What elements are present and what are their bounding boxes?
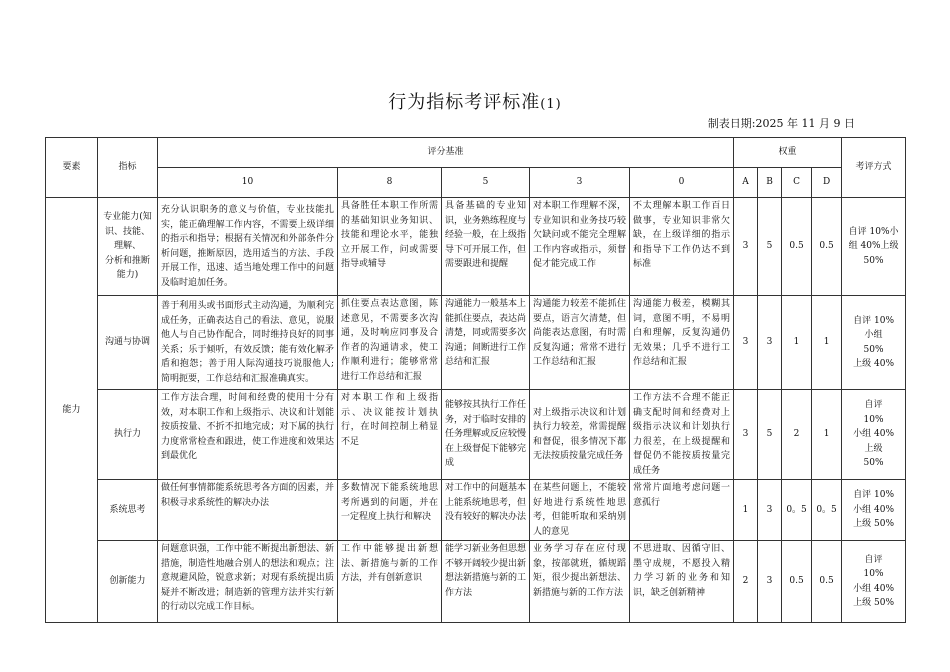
score-5-cell: 能够按其执行工作任务，对于临时安排的任务理解或反应较慢在上级督促下能够完成 (442, 390, 530, 480)
weight-d-cell: 1 (812, 390, 842, 480)
weight-a-cell: 3 (734, 296, 758, 390)
header-method: 考评方式 (842, 138, 906, 198)
score-10-cell: 问题意识强，工作中能不断提出新想法、新措施，制造性地融合别人的想法和观点；注意规避风险，锐意求新；对现有系统提出质疑并不断改进；制造新的管理方法并实行新的行动以完成工作目标。 (158, 541, 338, 623)
score-3-cell: 对上级指示决议和计划执行力较差，常需提醒和督促，很多情况下都无法按质按量完成任务 (530, 390, 630, 480)
table-row (46, 390, 906, 480)
indicator-cell: 专业能力(知识、技能、理解、 分析和推断能力) (98, 198, 158, 296)
header-weight-c: C (782, 168, 812, 198)
score-10-cell: 善于利用头或书面形式主动沟通，为顺利完成任务，正确表达自己的看法、意见，说服他人与自己协作配合，同时维持良好的同事关系；乐于倾听，有效反馈；能有效化解矛盾和抱怨；善于用人际沟通技巧说服他人;简明扼要，工作总结和汇报准确真实。 (158, 296, 338, 390)
score-3-cell: 对本职工作理解不深，专业知识和业务技巧较欠缺问或不能完全理解工作内容或指示，须督促才能完成工作 (530, 198, 630, 296)
score-10-cell: 工作方法合理，时间和经费的使用十分有效，对本职工作和上级指示、决议和计划能按质按量、不折不扣地完成；对下属的执行力度常常检查和跟进，使工作进度和效果达到最优化 (158, 390, 338, 480)
header-indicator: 指标 (98, 138, 158, 198)
score-8-cell: 对本职工作和上级指示、决议能按计划执行，在时间控制上稍显不足 (338, 390, 442, 480)
indicator-cell: 创新能力 (98, 541, 158, 623)
weight-a-cell: 2 (734, 541, 758, 623)
score-5-cell: 对工作中的问题基本上能系统地思考，但没有较好的解决办法 (442, 480, 530, 541)
method-cell: 自评 10% 小组 40% 上级 50% (842, 480, 906, 541)
weight-b-cell: 3 (758, 541, 782, 623)
weight-c-cell: 0.5 (782, 541, 812, 623)
score-0-cell: 沟通能力极差，模糊其词，意图不明，不易明白和理解，反复沟通仍无效果；几乎不进行工作总结和汇报 (630, 296, 734, 390)
indicator-cell: 沟通与协调 (98, 296, 158, 390)
header-element: 要素 (46, 138, 98, 198)
method-cell: 自评 10% 小组 50% 上级 40% (842, 296, 906, 390)
score-0-cell: 工作方法不合理不能正确支配时间和经费对上级指示决议和计划执行力很差，在上级提醒和督促仍不能按质按量完成任务 (630, 390, 734, 480)
indicator-cell: 系统思考 (98, 480, 158, 541)
weight-a-cell: 3 (734, 198, 758, 296)
table-row (46, 480, 906, 541)
element-cell: 能力 (46, 198, 98, 623)
score-8-cell: 工作中能够提出新想法、新措施与新的工作方法，并有创新意识 (338, 541, 442, 623)
score-0-cell: 不思进取、因循守旧、墨守成规，不愿投入精力学习新的业务和知识，缺乏创新精神 (630, 541, 734, 623)
header-score-3: 3 (530, 168, 630, 198)
indicator-cell: 执行力 (98, 390, 158, 480)
weight-c-cell: 1 (782, 296, 812, 390)
weight-c-cell: 0。5 (782, 480, 812, 541)
header-weight-a: A (734, 168, 758, 198)
score-10-cell: 充分认识职务的意义与价值，专业技能扎实，能正确理解工作内容，不需要上级详细的指示和指导；根据有关情况和外部条件分析问题，推断原因，选用适当的方法、手段开展工作，迅速、适当地处理工作中的问题及临时追加任务。 (158, 198, 338, 296)
weight-d-cell: 1 (812, 296, 842, 390)
weight-d-cell: 0.5 (812, 541, 842, 623)
method-cell: 自评 10% 小组 40% 上级 50% (842, 390, 906, 480)
table-row (46, 541, 906, 623)
score-5-cell: 具备基础的专业知识，业务熟练程度与经验一般，在上级指导下可开展工作，但需要跟进和提醒 (442, 198, 530, 296)
weight-a-cell: 1 (734, 480, 758, 541)
score-0-cell: 不太理解本职工作百日做事，专业知识非常欠缺，在上级详细的指示和指导下工作仍达不到标准 (630, 198, 734, 296)
weight-c-cell: 2 (782, 390, 812, 480)
header-weight-b: B (758, 168, 782, 198)
header-score-basis: 评分基准 (158, 138, 734, 168)
header-score-5: 5 (442, 168, 530, 198)
score-3-cell: 沟通能力较差不能抓住要点，语言欠清楚，但尚能表达意图，有时需反复沟通；常常不进行工作总结和汇报 (530, 296, 630, 390)
weight-b-cell: 5 (758, 390, 782, 480)
score-8-cell: 抓住要点表达意图，陈述意见，不需要多次沟通，及时响应同事及合作者的沟通请求，使工作顺利进行；能够常常进行工作总结和汇报 (338, 296, 442, 390)
header-weight-d: D (812, 168, 842, 198)
score-0-cell: 常常片面地考虑问题一意孤行 (630, 480, 734, 541)
score-8-cell: 多数情况下能系统地思考所遇到的问题，并在一定程度上执行和解决 (338, 480, 442, 541)
score-8-cell: 具备胜任本职工作所需的基础知识业务知识、技能和理论水平，能独立开展工作，问或需要指导或辅导 (338, 198, 442, 296)
weight-b-cell: 3 (758, 480, 782, 541)
header-score-0: 0 (630, 168, 734, 198)
score-5-cell: 沟通能力一般基本上能抓住要点，表达尚清楚，同或需要多次沟通；间断进行工作总结和汇报 (442, 296, 530, 390)
page-title: 行为指标考评标准(1) (388, 92, 562, 113)
weight-d-cell: 0。5 (812, 480, 842, 541)
table-row (46, 198, 906, 296)
weight-b-cell: 5 (758, 198, 782, 296)
score-10-cell: 做任何事情都能系统思考各方面的因素，并积极寻求系统性的解决办法 (158, 480, 338, 541)
header-score-8: 8 (338, 168, 442, 198)
table-date: 制表日期:2025 年 11 月 9 日 (707, 117, 855, 130)
method-cell: 自评 10%小组 40%上级 50% (842, 198, 906, 296)
weight-b-cell: 3 (758, 296, 782, 390)
weight-a-cell: 3 (734, 390, 758, 480)
header-score-10: 10 (158, 168, 338, 198)
score-3-cell: 业务学习存在应付现象，按部就班，循规蹈矩，很少提出新想法、新措施与新的工作方法 (530, 541, 630, 623)
table-row (46, 296, 906, 390)
weight-c-cell: 0.5 (782, 198, 812, 296)
score-3-cell: 在某些问题上，不能较好地进行系统性地思考，但能听取和采纳别人的意见 (530, 480, 630, 541)
weight-d-cell: 0.5 (812, 198, 842, 296)
header-weight: 权重 (734, 138, 842, 168)
method-cell: 自评 10% 小组 40% 上级 50% (842, 541, 906, 623)
evaluation-table (45, 137, 906, 623)
score-5-cell: 能学习新业务但思想不够开阔较少提出新想法新措施与新的工作方法 (442, 541, 530, 623)
